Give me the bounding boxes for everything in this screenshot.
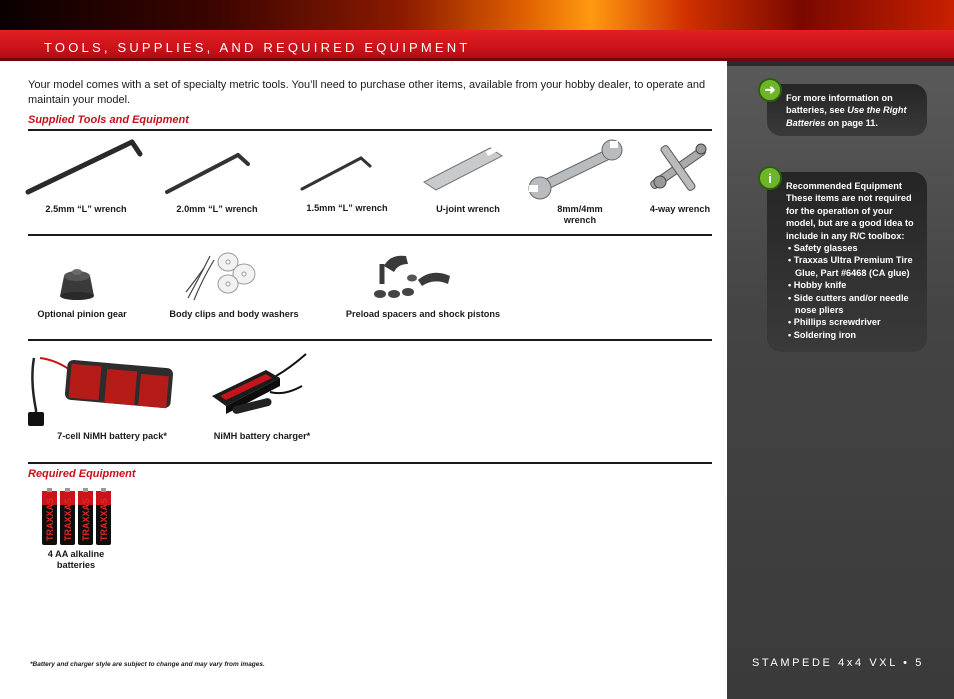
svg-text:TRAXXAS: TRAXXAS xyxy=(63,497,73,541)
battery-info-note: ➜ For more information on batteries, see Use the Right Batteries on page 11. xyxy=(767,84,927,136)
open-end-wrench-icon xyxy=(526,138,624,200)
charger-icon xyxy=(210,352,310,420)
svg-text:TRAXXAS: TRAXXAS xyxy=(99,497,109,541)
aa-batteries-icon xyxy=(40,487,114,547)
note-body: These items are not required for the operation of your model, but are a good idea to include in any R/C toolbox: xyxy=(786,193,914,241)
page-footer: STAMPEDE 4x4 VXL • 5 xyxy=(751,657,924,669)
spacers-icon xyxy=(370,250,456,304)
item-label: Optional pinion gear xyxy=(37,309,127,319)
svg-text:TRAXXAS: TRAXXAS xyxy=(81,497,91,541)
item-label: 4 AA alkaline batteries xyxy=(47,549,105,570)
page-title: TOOLS, SUPPLIES, AND REQUIRED EQUIPMENT xyxy=(44,40,471,55)
list-item: • Phillips screwdriver xyxy=(788,317,881,328)
supplied-heading: Supplied Tools and Equipment xyxy=(28,114,189,126)
item-label: 8mm/4mm wrench xyxy=(557,204,603,225)
list-item: • Hobby knife xyxy=(788,280,847,291)
pinion-gear-icon xyxy=(56,262,98,300)
arrow-icon: ➜ xyxy=(758,78,782,102)
info-icon: i xyxy=(758,166,782,190)
intro-text: Your model comes with a set of specialty metric tools. You’ll need to purchase other items, available from your hobby dealer, to operate and maintain your model. xyxy=(28,79,706,106)
footnote: *Battery and charger style are subject to change and may vary from images. xyxy=(30,661,265,668)
cross-wrench-icon xyxy=(638,138,718,196)
item-label: 1.5mm “L” wrench xyxy=(306,203,388,213)
list-item: • Side cutters and/or needle nose pliers xyxy=(788,292,909,316)
list-item: • Safety glasses xyxy=(788,243,858,254)
header-flame-banner xyxy=(0,0,954,30)
item-label: 4-way wrench xyxy=(649,204,711,214)
item-label: Preload spacers and shock pistons xyxy=(345,309,501,319)
sidebar xyxy=(727,61,954,699)
item-label: Body clips and body washers xyxy=(169,309,299,319)
body-clips-icon xyxy=(180,246,262,304)
divider xyxy=(28,129,712,131)
item-label: 2.0mm “L” wrench xyxy=(176,204,258,214)
list-item: • Traxxas Ultra Premium Tire Glue, Part #6468 (CA glue) xyxy=(788,255,913,278)
item-label: NiMH battery charger* xyxy=(213,431,311,441)
svg-text:TRAXXAS: TRAXXAS xyxy=(45,497,55,541)
item-label: 2.5mm “L” wrench xyxy=(45,204,127,214)
l-wrench-icon xyxy=(298,152,374,194)
list-item: • Soldering iron xyxy=(788,329,857,340)
l-wrench-icon xyxy=(22,134,144,200)
item-label: 7-cell NiMH battery pack* xyxy=(57,431,167,441)
divider xyxy=(28,234,712,236)
divider xyxy=(28,339,712,341)
divider xyxy=(28,462,712,464)
l-wrench-icon xyxy=(162,148,252,198)
item-label: U-joint wrench xyxy=(436,204,500,214)
u-joint-wrench-icon xyxy=(420,142,506,192)
title-bar xyxy=(0,30,954,61)
recommended-equipment-note xyxy=(767,172,927,352)
required-heading: Required Equipment xyxy=(28,468,136,480)
note-title: Recommended Equipment xyxy=(786,181,902,191)
battery-pack-icon xyxy=(26,350,176,430)
recommended-list xyxy=(786,242,919,341)
